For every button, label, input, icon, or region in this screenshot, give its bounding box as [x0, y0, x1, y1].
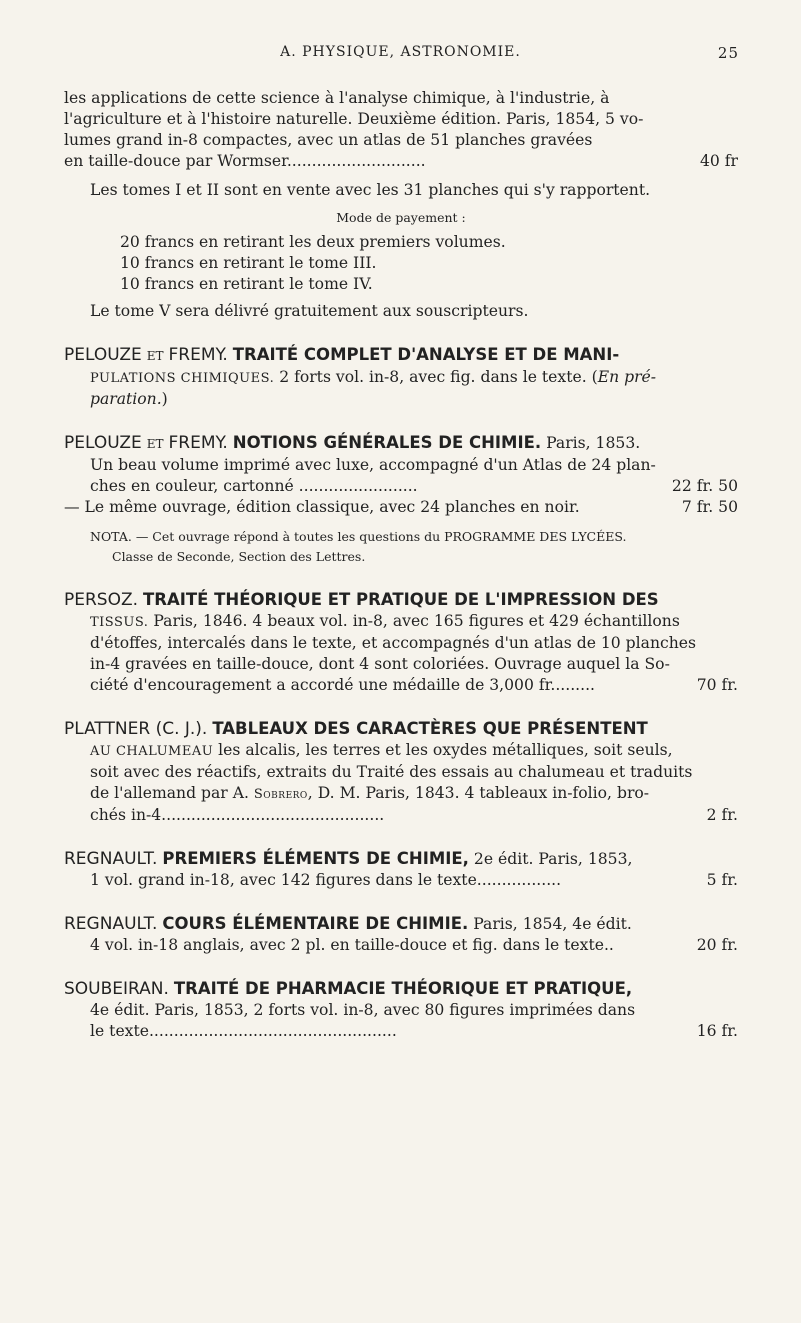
- page-body: [64, 88, 738, 1042]
- entry-title: TRAITÉ THÉORIQUE ET PRATIQUE DE L'IMPRESSION DES: [143, 590, 659, 609]
- bibliography-entry: [64, 978, 738, 1042]
- price: 20 fr.: [696, 936, 738, 954]
- price: 40 fr: [699, 152, 738, 170]
- entry-title-cont: PULATIONS CHIMIQUES.: [90, 371, 275, 386]
- volumes-note: Les tomes I et II sont en vente avec les 31 planches qui s'y rapportent.: [90, 181, 651, 199]
- price: 7 fr. 50: [681, 498, 738, 516]
- entry-conjunction: ET: [146, 437, 164, 451]
- entry-details: ): [161, 390, 168, 408]
- payment-item: 10 francs en retirant le tome IV.: [120, 275, 373, 293]
- entry-details: ches en couleur, cartonné ........................: [90, 477, 418, 495]
- bibliography-entry: [64, 913, 738, 956]
- nota-line: Classe de Seconde, Section des Lettres.: [112, 549, 366, 564]
- entry-details: 2 forts vol. in-8, avec fig. dans le texte. (: [279, 368, 598, 386]
- entry-details: 4e édit. Paris, 1853, 2 forts vol. in-8, avec 80 figures imprimées dans: [90, 1001, 636, 1019]
- entry-title: TRAITÉ DE PHARMACIE THÉORIQUE ET PRATIQUE,: [173, 979, 633, 998]
- intro-line: l'agriculture et à l'histoire naturelle. Deuxième édition. Paris, 1854, 5 vo-: [64, 110, 644, 128]
- entry-author: PELOUZE: [64, 345, 142, 365]
- bibliography-entry: [64, 718, 738, 826]
- translator-name: Sobrero: [253, 787, 308, 802]
- bibliography-entry: [64, 344, 738, 410]
- entry-status: paration.: [90, 390, 162, 408]
- entry-details: Paris, 1853.: [546, 434, 641, 452]
- entry-details: in-4 gravées en taille-douce, dont 4 sont coloriées. Ouvrage auquel la So-: [90, 655, 670, 673]
- entry-title-cont: TISSUS.: [90, 615, 149, 630]
- entry-author: REGNAULT.: [64, 914, 158, 934]
- entry-details: 1 vol. grand in-18, avec 142 figures dans le texte.................: [90, 871, 562, 889]
- page-number: 25: [717, 44, 739, 62]
- price: 22 fr. 50: [671, 477, 738, 495]
- entry-title: NOTIONS GÉNÉRALES DE CHIMIE.: [232, 433, 542, 452]
- entry-details: d'étoffes, intercalés dans le texte, et accompagnés d'un atlas de 10 planches: [90, 634, 696, 652]
- entry-details: le texte..................................................: [90, 1022, 397, 1040]
- entry-author: PLATTNER (C. J.).: [64, 719, 208, 739]
- entry-title-cont: AU CHALUMEAU: [90, 744, 214, 759]
- price: 70 fr.: [696, 676, 738, 694]
- entry-details: — Le même ouvrage, édition classique, avec 24 planches en noir.: [64, 498, 580, 516]
- entry-author: SOUBEIRAN.: [64, 979, 169, 999]
- bibliography-entry: [64, 589, 738, 696]
- entry-details: 4 vol. in-18 anglais, avec 2 pl. en taille-douce et fig. dans le texte..: [90, 936, 614, 954]
- entry-details: Un beau volume imprimé avec luxe, accompagné d'un Atlas de 24 plan-: [90, 456, 656, 474]
- nota-line: NOTA. — Cet ouvrage répond à toutes les questions du PROGRAMME DES LYCÉES.: [90, 529, 627, 544]
- entry-details: les alcalis, les terres et les oxydes métalliques, soit seuls,: [218, 741, 673, 759]
- entry-title: COURS ÉLÉMENTAIRE DE CHIMIE.: [162, 914, 469, 933]
- intro-line: [64, 151, 738, 172]
- entry-author: FREMY.: [168, 433, 228, 453]
- entry-title: PREMIERS ÉLÉMENTS DE CHIMIE,: [162, 849, 469, 868]
- price: 16 fr.: [696, 1022, 738, 1040]
- entry-author: REGNAULT.: [64, 849, 158, 869]
- entry-details: soit avec des réactifs, extraits du Traité des essais au chalumeau et traduits: [90, 763, 693, 781]
- entry-conjunction: ET: [146, 349, 164, 363]
- payment-item: 20 francs en retirant les deux premiers volumes.: [120, 233, 506, 251]
- entry-details: , D. M. Paris, 1843. 4 tableaux in-folio, bro-: [307, 784, 650, 802]
- intro-line: lumes grand in-8 compactes, avec un atlas de 51 planches gravées: [64, 131, 593, 149]
- running-head: A. PHYSIQUE, ASTRONOMIE.: [280, 44, 521, 60]
- bibliography-entry: [64, 848, 738, 891]
- price: 5 fr.: [706, 871, 738, 889]
- intro-line: les applications de cette science à l'analyse chimique, à l'industrie, à: [64, 89, 610, 107]
- price: 2 fr.: [706, 806, 738, 824]
- entry-status: En pré-: [597, 368, 657, 386]
- entry-details: 2e édit. Paris, 1853,: [473, 850, 633, 868]
- entry-details: ciété d'encouragement a accordé une médaille de 3,000 fr.........: [90, 676, 595, 694]
- intro-text: en taille-douce par Wormser............................: [64, 152, 426, 170]
- entry-details: chés in-4.............................................: [90, 806, 385, 824]
- entry-details: de l'allemand par A.: [90, 784, 249, 802]
- entry-author: FREMY.: [168, 345, 228, 365]
- entry-title: TABLEAUX DES CARACTÈRES QUE PRÉSENTENT: [212, 719, 648, 738]
- tome-note: Le tome V sera délivré gratuitement aux souscripteurs.: [90, 302, 529, 320]
- payment-item: 10 francs en retirant le tome III.: [120, 254, 377, 272]
- payment-heading: Mode de payement :: [336, 210, 466, 225]
- entry-details: Paris, 1846. 4 beaux vol. in-8, avec 165 figures et 429 échantillons: [153, 612, 680, 630]
- entry-author: PELOUZE: [64, 433, 142, 453]
- entry-details: Paris, 1854, 4e édit.: [473, 915, 632, 933]
- entry-title: TRAITÉ COMPLET D'ANALYSE ET DE MANI-: [232, 345, 620, 364]
- bibliography-entry: [64, 432, 738, 567]
- running-header: [0, 44, 801, 60]
- entry-author: PERSOZ.: [64, 590, 139, 610]
